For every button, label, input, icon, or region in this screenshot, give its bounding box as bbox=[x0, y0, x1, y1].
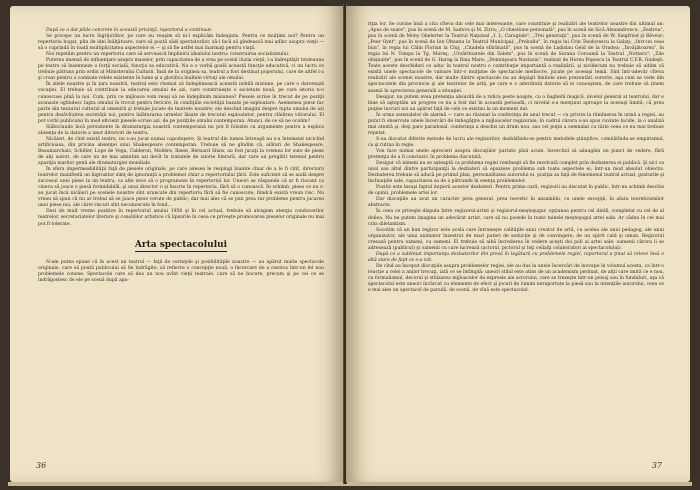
section-heading bbox=[38, 239, 324, 250]
paragraph: S-au discutat diferite metode de lucru ale regizorilor, dezbătîndu-se pentru metodele ştiinţifice, combătîndu-se empirismul, ca şi rutina în regie. bbox=[368, 136, 664, 148]
paragraph: În zilele noastre şi în ţara noastră, teatrul este chemat să îndeplinească această nobilă misiune, pe care o datorează vocaţiei. El trebuie să contribuie la educarea omului de azi, care construieşte o societate nouă, pe care istoria n-o cunoscuse pînă la noi. Cum, prin ce mijloace vom reuşi să ne îndeplinim misiunea? Piesele scrise în trecut de pe poziţii avansate oglindesc lupta omului în trecut pentru fericire, în condiţiile societăţii bazate pe exploatare. Asemenea piese fac parte din tezaurul cultural al omenirii şi trebuie jucate de teatrele noastre; ele deschid imagini despre lupta omului de azi pentru desăvîrşirea societăţii noi, pentru înlăturarea urmelor lăsate de trecutul exploatator, pentru clădirea viitorului. El pot vorbi publicului în mod eficient piesele scrise azi, de pe poziţiile omului contemporan. Atunci, de ce să ne ocolim? bbox=[38, 82, 324, 124]
paragraph: De cînd au început discuţiile asupra problemelor regiei, ele au dus la unele încercări de inovaţie în volumul acesta, ca într-o reacţie a celei a anilor trecuţi, iată ce se întîmplă: uneori stilul este atins de un academism perimat, de alţii care imită ce e nou, cu formalismul, decorul şi stilizarea mijloacelor de expresie ale actorului, care se trezeşte într-un peisaj sau în fundaluri, aşa că spectacolul este uneori încărcat cu elemente de efect şi jocuri de lumini neraportate la piesă sau la intenţiile autorului, ceea ce e mai ales un spectacol de paradă, de scenă, de vînă este spectacolul. bbox=[368, 263, 664, 294]
paragraph: Slăbiciunile încă persistente în dramaturgia noastră contemporană nu pot fi folosite ca argumente pentru a explica absenţa de la datorie a unor directori de teatru. bbox=[38, 124, 324, 136]
paragraph: După ce a subliniat importanţa dezbaterilor din presă în legătură cu problemele regiei, raportorul a ţinut să releve însă o altă stare de fapt ce s-a ivit: bbox=[368, 251, 664, 263]
paragraph: Von face numai unele aprecieri asupra discuţiilor purtate pînă acum, încercînd să adaugăm un punct de vedere, fără pretenţia de a fi concluziv, în problema discutată. bbox=[368, 148, 664, 161]
left-page bbox=[10, 6, 344, 482]
paragraph: În ceea ce priveşte disputa între regizorul-artist şi regizorul-meşteşugar, opţiunea pentru cel dintîi, completat cu cel de al doilea. Nu ne putem imagina un adevărat artist, care să nu posede în toate tainele meşteşugul artei sale. Ar cădea în cel mai crăs diletantism. bbox=[368, 209, 664, 227]
paragraph: După ce a dat pilde concrete în această privinţă, raportorul a continuat: bbox=[46, 28, 213, 33]
right-page bbox=[346, 6, 690, 482]
page-number: 37 bbox=[651, 461, 662, 470]
paragraph: Dezi de mult vreme pozitive în repertoriul anului 1956 şi în cel actual, trebuie să atragem atenţia conducerilor teatrelor, secretariatelor literare şi consiliilor artistice că lipsurile în ceea ce priveşte promovarea pieselor originale nu mai pot fi tolerate. bbox=[38, 209, 324, 227]
paragraph: Nicăieri, de cînd există teatru, nu s-au jucat numai capodopere. Şi teatrul din lumea întreagă nu s-a întemeiat nicicînd artificioasa, din pricina absenţei unui Shakespeare contemporan. Trebuie să ne gîndim că, alături de Shakespeare, Beaumarchais, Schiller, Lope de Vega, Calderon, Molière, Ibsen, Bernard Shaw, au fost jucaţi la vremea lor sute de piese de alţi autori, de care nu ne mai amintim azi decît în tratatele de istorie literară, dar care au pregătit terenul pentru apariţia marilor genii ale dramaturgiei mondiale. bbox=[38, 136, 324, 167]
paragraph: În sfera impermeabilităţii faţă de piesele originale, pe care adesea le respingi înainte chiar de a le fi citit, directorii teatrelor manifestă un îngrozitor simţ de ignoranţă a problemei chiar a repertoriului ţării. Este suficient să se audă despre succesul unei piese la un teatru, ca alte zece să o programeze în repertoriul lor. Uneori se răspunde că ar fi riscant ca cineva să joace o piesă formidabilă, şi unui director o şi înscrie în repertoriu, fără să o cunoască. În schimb, piese ce nu s-au jucat încă nicăieri pe scenele noastre sînt aruncate din repertoriu fără să fie cunoscute, fiindcă există vreun risc. Nu vreau să spun că nu ar trebui să se joace piese cerute de public; dar mai ales că se pun prea rar probleme pentru jucarea unei piese noi, ale cărei riscuri sînt necunoscute în fond... bbox=[38, 167, 324, 209]
paragraph: Socotim că un bun regizor este acela care întruneşte calităţile unui creator de artă, cu acelea ale unui pedagog, ale unui organizator, ale unui animator înzestrat de mari puteri de seducţie şi de convingere, de un spirit cald şi uman. Regizorul creează pentru oameni, cu oameni. El trebuie să aibă încrederea în vedere aceşti doi poli ai artei sale: oamenii cărora li se adresează (publicul) şi oamenii cu care lucrează (actorul, pictorul şi toţi ceilalţi colaboratori ai spectacolului). bbox=[368, 227, 664, 251]
paragraph: Noi repetăm pentru un repertoriu care să servească împlinirii idealului nostru: construirea socialismului. bbox=[46, 52, 290, 58]
section-heading-text: Arta spectacolului bbox=[134, 239, 228, 250]
left-page-text bbox=[38, 28, 324, 284]
right-page-text bbox=[368, 22, 664, 294]
paragraph: Pozitiv este însuşi faptul iniţierii acestor dezbateri. Pentru prima oară, regizorii au discutat în public, într-un schimb deschis de opinii, problemele artei lor. bbox=[368, 185, 664, 197]
paragraph: Puterea imensă de influenţare asupra maselor, prin capacitatea de a crea pe scenă iluzia vieţii, l-a îndreptăţit totdeauna pe teatru să însemneze o forţă socială, funcţia sa educativă. Nu e o vorbă goală această funcţie educativă, ci un lucru ce trebuie pătruns prin ordin al Ministerului Culturii. Însă de la originea sa, teatrul a fost destinat poporului, care de altfel l-a şi creat pentru a combate relele existente în lume şi a glorifica înaltele virtuţi ale omului. bbox=[38, 58, 324, 82]
paragraph: N-am putea spune că în acest an teatrul — faţă de cerinţele şi posibilităţile noastre — au apărut multe spectacole originale, care să poată publicului să fie îndrăgite, să reflecte o concepţie nouă, o încercare de a rezolva într-un fel nou problemele conexe. Spectacole care să dea un nou avînt vieţii teatrale, care să ne bucure, precum şi pe cei ce se îndrăgostesc de ele pe scenă după apa- bbox=[38, 259, 324, 283]
paragraph: riţia lor. Se cuvine însă a cita cîteva din cele mai interesante, care constituie şi realizări ale teatrelor noastre din ultimul an: „Apus de soare", pus în scenă de M. Sadova şi M. Zirra; „O chestiune personală", pus în scenă de Sică Alexandrescu; „Zestrea", pus în scenă de Mony Ghelerter la Teatrul Naţional „I. L. Caragiale"; „Trei generaţii", pus în scenă de W. Siegfried şi Rêveur; „Peer Gynt", pus în scenă de Ion Olteanu la Teatrul Municipal; „Preludiu", în regia lui Crin Teodorescu la Galaţi; „Intr-un ceas bun", în regia lui Călin Florian la Cluj; „Citadela sfărîmată", pus în scenă de Ladislau Geld de la Oradea; „Învăţătoarea", în regia lui N. Tompa la Tg. Mureş; „Ursăritoarele din Salem", pus în scenă de Sorana Coroamă la Teatrul „Nottara"; „Zile obişnuite", pus în scenă de G. Harag la Baia Mare; „Domnişoara Nastasia", realizat de Horea Popescu la Teatrul C.F.R. Giuleşti. Toate aceste deschideri ce aduc în teatrul nostru o contribuţie importantă a realizării, şi nicidecum nu trebuie să uităm că există unele spectacole de valoare într-o mulţime de spectacole mediocre, jucate pe aceeaşi temă. Sînt într-adevăr cîteva realizări ale scenei noastre, dar multe dintre spectacole nu au depăşit limitele unei prezentări corecte, aşa cum se vede din spectacolele din provincie şi ale teatrelor de artă, pe care e o adevărată datorie să le cunoaştem, de care trebuie să ţinem seamă în aprecierea generală a situaţiei. bbox=[368, 22, 664, 94]
paragraph: Desigur, nu putem avea pretenţia absurdă de a ridica peste noapte, cu o baghetă magică, nivelul general al teatrului, dar e bine să aşteptăm un progres ce nu a fost dat în această perioadă, ci nivelul s-a menţinut aproape la aceeaşi limită; că prea puţine lucruri noi au apărut faţă de cele ce existau la un moment dat. bbox=[368, 94, 664, 112]
paragraph: Dar discuţiile au avut un caracter prea general, prea teoretic în ansamblu, cu unele excepţii, în afara teoreticienilor abstracte. bbox=[368, 197, 664, 209]
paragraph: În urma semnalelor de alarmă — care au răsunat la conferinţa de anul trecut — cu privire la rămînerea în urmă a regiei, au putut fi observate unele încercări de îmbogăţire a mijloacelor regizorale, în cadrul cărora s-au spus cuvinte lucide, la o analiză mai atentă şi, deşi pare paradoxal, conferinţa a deschis un drum nou, sau cel puţin a semnalat cu tărie ceea ce nu mai trebuie repetat. bbox=[368, 112, 664, 136]
paragraph: Se pricepe un lucru îngrijorător, pe care nu reuşim să ni-l explicăm îndeajuns. Pentru ce mulţimi noi? Pentru un repertoriu bogat, plin de idei înălţătoare, care să poată sădi spectatorilor, să-i facă să gîndească mai adînc asupra vieţii — să o cuprindă în toată multiplicitatea aspectelor ei — şi să fie astfel mai înarmaţi pentru viaţă. bbox=[38, 34, 324, 52]
page-edges bbox=[8, 482, 692, 486]
paragraph: Desigur că nimeni nu se aşteaptă ca problema regiei romîneşti să fie rezolvată complet prin dezbaterea ei publică. Şi nici ca unul sau altul dintre participanţii la dezbateri să epuizeze problema sub toate aspectele ei, într-un mod absolut obiectiv. Dezbaterea trebuie să aducă pe primul plan, personalitatea autorului ei, poziţia sa faţă de fenomenul teatral actual, gusturile şi înclinaţiile sale, capacitatea sa de a pătrunde în esenţa problemelor. bbox=[368, 161, 664, 185]
page-number: 36 bbox=[36, 461, 47, 470]
